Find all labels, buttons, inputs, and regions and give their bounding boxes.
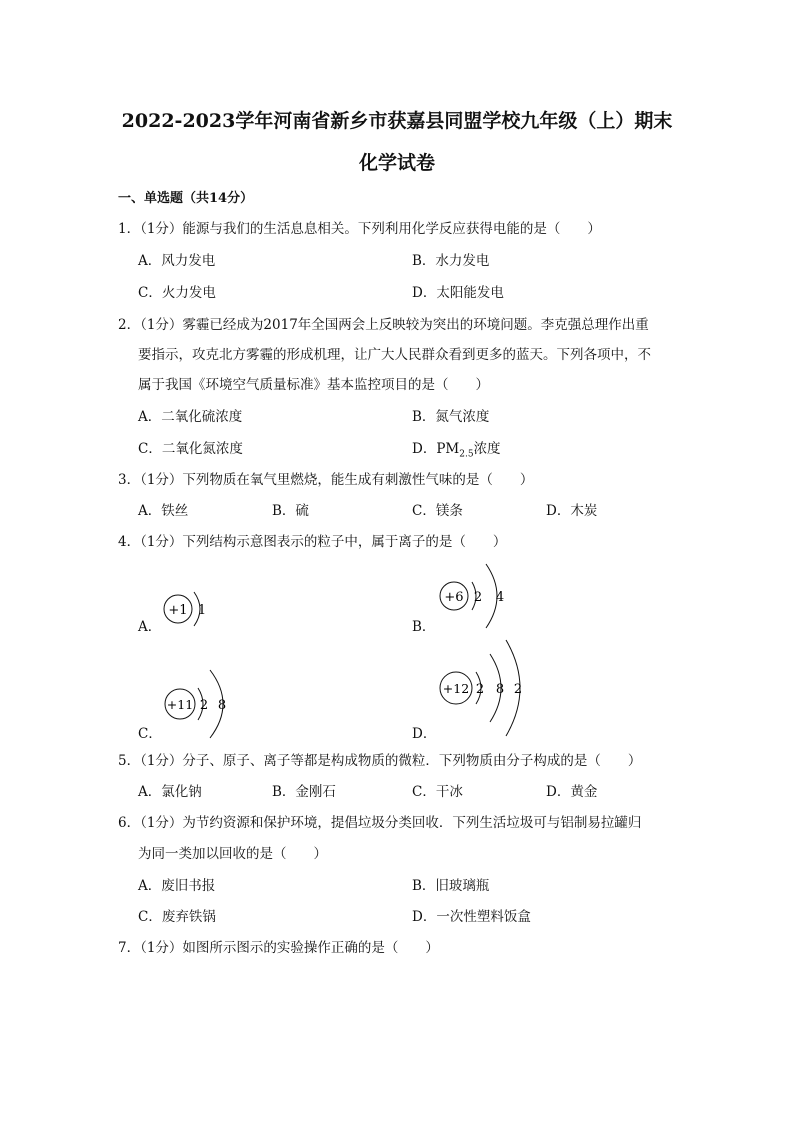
q6-stem-line2: 为同一类加以回收的是（ ） bbox=[138, 846, 327, 862]
shell-electron-count: 2 bbox=[199, 698, 209, 713]
q4-diagram-a bbox=[158, 588, 218, 632]
q5-option-c: C．干冰 bbox=[412, 784, 463, 800]
exam-title-line1: 2022-2023学年河南省新乡市获嘉县同盟学校九年级（上）期末 bbox=[121, 110, 673, 132]
q1-option-d: D．太阳能发电 bbox=[412, 285, 504, 301]
q2-stem-line2: 要指示，攻克北方雾霾的形成机理，让广大人民群众看到更多的蓝天。下列各项中，不 bbox=[138, 347, 651, 363]
q2-option-d bbox=[412, 437, 501, 460]
shell-electron-count: 8 bbox=[217, 698, 227, 713]
shell-electron-count: 1 bbox=[197, 603, 207, 618]
q4-diagram-c bbox=[160, 664, 240, 740]
q7-stem: 7．（1分）如图所示图示的实验操作正确的是（ ） bbox=[118, 940, 439, 956]
q4-option-b-label: B． bbox=[412, 619, 436, 635]
nucleus-charge: +6 bbox=[444, 590, 464, 605]
shell-electron-count: 8 bbox=[495, 682, 505, 697]
nucleus-charge: +11 bbox=[166, 697, 194, 712]
shell-electron-count: 4 bbox=[495, 590, 505, 605]
section-heading: 一、单选题（共14分） bbox=[118, 191, 254, 206]
q2-stem-line1: 2．（1分）雾霾已经成为2017年全国两会上反映较为突出的环境问题。李克强总理作出重 bbox=[118, 317, 649, 333]
q1-stem: 1．（1分）能源与我们的生活息息相关。下列利用化学反应获得电能的是（ ） bbox=[118, 221, 601, 237]
q2-option-c: C．二氧化氮浓度 bbox=[138, 441, 243, 457]
q6-option-b: B．旧玻璃瓶 bbox=[412, 878, 490, 894]
q5-stem: 5．（1分）分子、原子、离子等都是构成物质的微粒．下列物质由分子构成的是（ ） bbox=[118, 753, 642, 769]
q4-option-d-label: D． bbox=[412, 726, 437, 742]
q3-option-c: C．镁条 bbox=[412, 503, 463, 519]
q4-option-c-label: C． bbox=[138, 726, 162, 742]
shell-electron-count: 2 bbox=[513, 682, 523, 697]
q6-option-d: D．一次性塑料饭盒 bbox=[412, 909, 531, 925]
q2-option-d-prefix: D．PM bbox=[412, 441, 460, 457]
q4-stem: 4．（1分）下列结构示意图表示的粒子中，属于离子的是（ ） bbox=[118, 534, 507, 550]
q4-diagram-d bbox=[436, 638, 536, 738]
exam-title-line2: 化学试卷 bbox=[358, 152, 435, 174]
q5-option-b: B．金刚石 bbox=[272, 784, 336, 800]
q3-option-a: A．铁丝 bbox=[138, 503, 189, 519]
q3-option-d: D．木炭 bbox=[546, 503, 598, 519]
q3-option-b: B．硫 bbox=[272, 503, 309, 519]
q1-option-b: B．水力发电 bbox=[412, 253, 490, 269]
q6-option-a: A．废旧书报 bbox=[138, 878, 216, 894]
q4-option-a-label: A． bbox=[138, 619, 162, 635]
shell-electron-count: 2 bbox=[475, 682, 485, 697]
q4-diagram-b bbox=[436, 560, 516, 632]
nucleus-charge: +1 bbox=[168, 603, 188, 618]
shell-electron-count: 2 bbox=[473, 590, 483, 605]
q2-option-d-subscript: 2.5 bbox=[459, 449, 474, 460]
nucleus-charge: +12 bbox=[442, 681, 470, 696]
q2-option-b: B．氮气浓度 bbox=[412, 409, 490, 425]
q2-option-a: A．二氧化硫浓度 bbox=[138, 409, 243, 425]
q6-stem-line1: 6．（1分）为节约资源和保护环境，提倡垃圾分类回收．下列生活垃圾可与铝制易拉罐归 bbox=[118, 815, 642, 831]
q2-option-d-suffix: 浓度 bbox=[473, 441, 501, 457]
q1-option-a: A．风力发电 bbox=[138, 253, 216, 269]
q5-option-d: D．黄金 bbox=[546, 784, 598, 800]
q2-stem-line3: 属于我国《环境空气质量标准》基本监控项目的是（ ） bbox=[138, 377, 489, 393]
q3-stem: 3．（1分）下列物质在氧气里燃烧，能生成有刺激性气味的是（ ） bbox=[118, 472, 534, 488]
q6-option-c: C．废弃铁锅 bbox=[138, 909, 216, 925]
q1-option-c: C．火力发电 bbox=[138, 285, 216, 301]
q5-option-a: A．氯化钠 bbox=[138, 784, 202, 800]
